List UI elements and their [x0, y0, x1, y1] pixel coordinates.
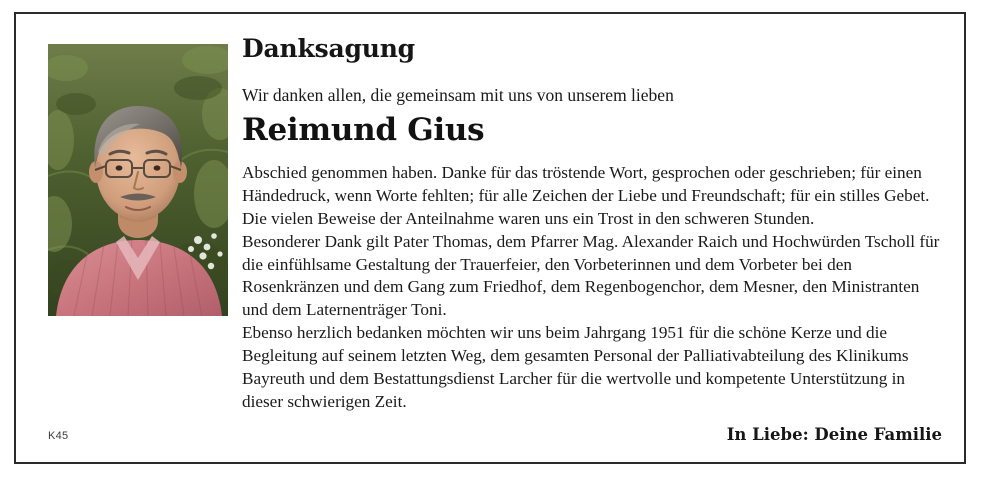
portrait-image [48, 44, 228, 316]
body-text [242, 162, 946, 414]
text-content [242, 34, 946, 414]
deceased-name: Reimund Gius [242, 112, 485, 148]
lead-text: Wir danken allen, die gemeinsam mit uns von unserem lieben [242, 85, 674, 105]
signature-line: In Liebe: Deine Familie [726, 425, 942, 444]
paragraph-2: Besonderer Dank gilt Pater Thomas, dem Pfarrer Mag. Alexander Raich und Hochwürden Tscholl für die einfühlsame Gestaltung der Trauerfeier, den Vorbeterinnen und dem Vorbeter bei den Rosenkränzen und dem Gang zum Friedhof, dem Regenbogenchor, dem Mesner, den Ministranten und dem Laternenträger Toni. [242, 231, 940, 320]
page-title: Danksagung [242, 34, 415, 63]
memorial-card [14, 12, 966, 464]
reference-code: K45 [48, 430, 69, 442]
paragraph-3: Ebenso herzlich bedanken möchten wir uns beim Jahrgang 1951 für die schöne Kerze und die Begleitung auf seinem letzten Weg, dem gesamten Personal der Palliativabteilung des Klinikums Bayreuth und dem Bestattungsdienst Larcher für die wertvolle und kompetente Unterstützung in dieser schwierigen Zeit. [242, 323, 909, 411]
card-inner [34, 34, 946, 448]
paragraph-1: Abschied genommen haben. Danke für das tröstende Wort, gesprochen oder geschrieben; für einen Händedruck, wenn Worte fehlten; für alle Zeichen der Liebe und Freundschaft; für ein stilles Gebet. Die vielen Beweise der Anteilnahme waren uns ein Trost in den schweren Stunden. [242, 163, 930, 228]
portrait-photo [48, 44, 228, 316]
